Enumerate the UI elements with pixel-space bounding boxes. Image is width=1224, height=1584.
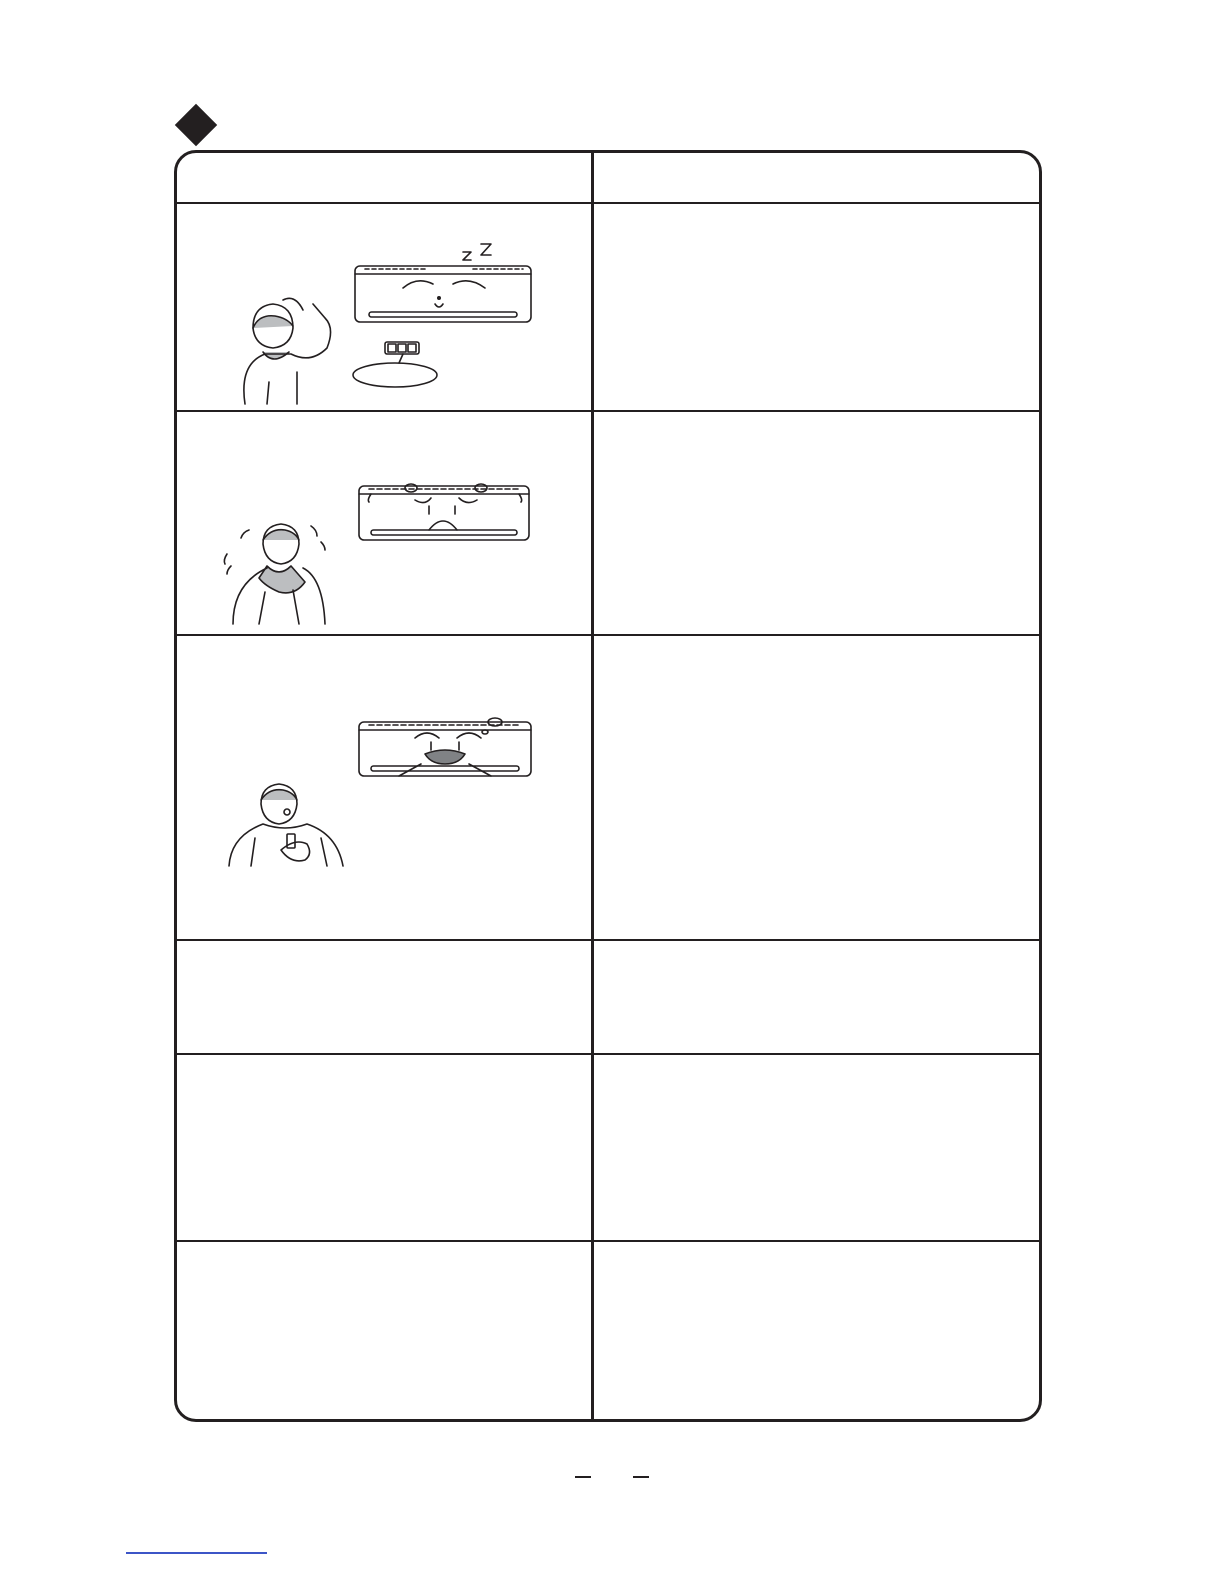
header-cell-problem xyxy=(177,153,591,202)
table-row-1-cause xyxy=(594,204,1042,410)
table-row-5-problem xyxy=(177,1055,591,1240)
man-with-remote-beside-coughing-ac-icon xyxy=(225,714,545,874)
table-row-1-problem xyxy=(177,204,591,410)
table-row-5-cause xyxy=(594,1055,1042,1240)
table-row-3-problem xyxy=(177,636,591,939)
page-number-dash-left xyxy=(575,1476,591,1478)
footer-link-underline[interactable] xyxy=(126,1552,267,1554)
page-number-dash-right xyxy=(633,1476,649,1478)
table-row-6-cause xyxy=(594,1242,1042,1419)
table-row-4-problem xyxy=(177,941,591,1053)
man-with-headache-beside-sleepy-ac-icon xyxy=(227,232,547,408)
table-row-3-cause xyxy=(594,636,1042,939)
cold-man-beside-sad-ac-icon xyxy=(219,472,549,632)
troubleshooting-table xyxy=(174,150,1042,1422)
diamond-bullet-icon xyxy=(175,104,217,146)
table-row-2-cause xyxy=(594,412,1042,634)
header-cell-cause xyxy=(594,153,1042,202)
table-row-2-problem xyxy=(177,412,591,634)
table-row-6-problem xyxy=(177,1242,591,1419)
table-row-4-cause xyxy=(594,941,1042,1053)
